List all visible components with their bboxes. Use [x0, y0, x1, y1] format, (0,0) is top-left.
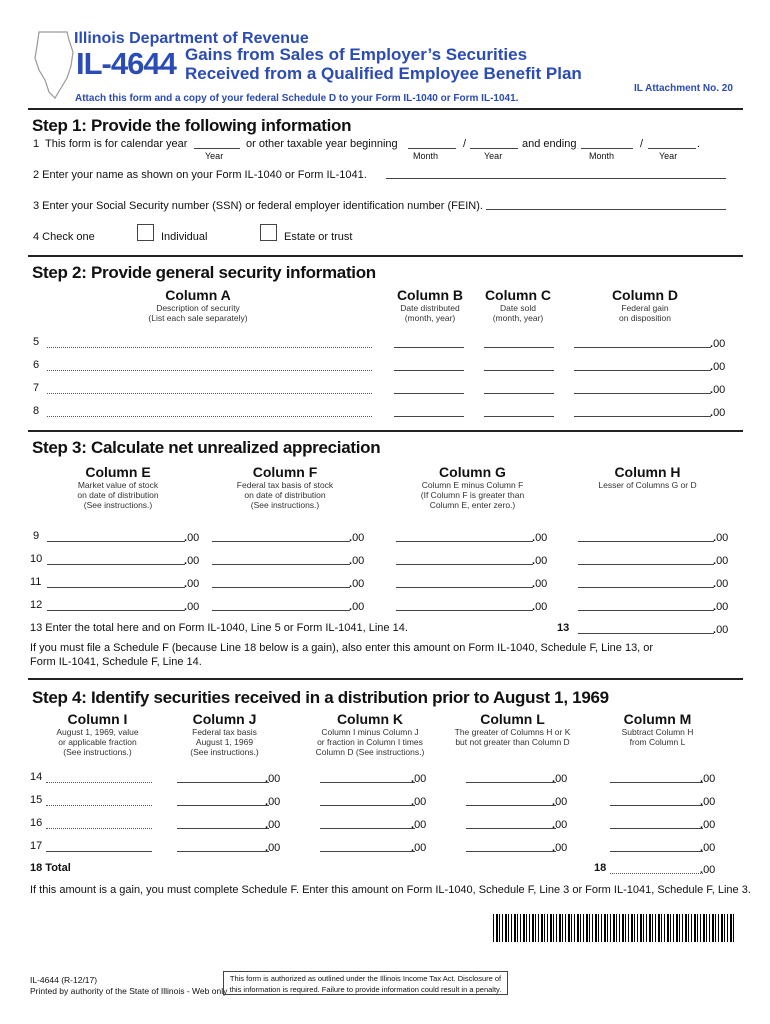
- cents-suffix: .00: [552, 842, 568, 854]
- line1-label: This form is for calendar year: [45, 138, 188, 150]
- column-f-header: [210, 464, 360, 510]
- column-subtitle: (See instructions.): [250, 500, 320, 510]
- column-d-field[interactable]: [574, 416, 711, 417]
- printed-authority: Printed by authority of the State of Illinois - Web only: [30, 986, 228, 996]
- column-a-field[interactable]: [47, 393, 372, 394]
- caption-year: Year: [484, 151, 503, 161]
- attachment-number: IL Attachment No. 20: [634, 83, 733, 94]
- column-subtitle: (List each sale separately): [148, 313, 248, 323]
- cents-suffix: .00: [700, 796, 716, 808]
- column-e-field[interactable]: [47, 564, 185, 565]
- cents-suffix: .00: [184, 578, 200, 590]
- column-subtitle: The greater of Columns H or K: [454, 727, 571, 737]
- column-j-field[interactable]: [177, 851, 269, 852]
- form-revision: IL-4644 (R-12/17): [30, 975, 98, 985]
- column-e-field[interactable]: [47, 587, 185, 588]
- column-k-header: [305, 711, 435, 757]
- column-subtitle: Column E minus Column F: [421, 480, 524, 490]
- column-a-header: [118, 287, 278, 323]
- cents-suffix: .00: [713, 532, 729, 544]
- cents-suffix: .00: [552, 773, 568, 785]
- period: .: [697, 138, 701, 150]
- column-h-field[interactable]: [578, 610, 714, 611]
- column-k-field[interactable]: [320, 805, 415, 806]
- column-title: Column J: [192, 711, 257, 727]
- schedule-f-gain-note: If this amount is a gain, you must complete Schedule F. Enter this amount on Form IL-1040, Schedule F, Line 3 or Form IL-1041, Schedule F, Line 3.: [30, 884, 751, 896]
- line4-label: 4 Check one: [33, 231, 95, 243]
- caption-year: Year: [659, 151, 678, 161]
- cents-suffix: .00: [710, 384, 726, 396]
- cents-suffix: .00: [184, 555, 200, 567]
- row-number: 14: [30, 771, 43, 783]
- column-i-header: [45, 711, 150, 757]
- column-subtitle: from Column L: [629, 737, 686, 747]
- row-number: 15: [30, 794, 43, 806]
- column-g-field[interactable]: [396, 564, 533, 565]
- column-h-header: [580, 464, 715, 490]
- line13-number: 13: [557, 622, 570, 634]
- individual-checkbox[interactable]: [137, 224, 154, 241]
- column-a-field[interactable]: [47, 416, 372, 417]
- caption-month: Month: [589, 151, 615, 161]
- cents-suffix: .00: [411, 773, 427, 785]
- column-subtitle: (See instructions.): [83, 500, 153, 510]
- column-title: Column M: [623, 711, 692, 727]
- cents-suffix: .00: [713, 624, 729, 636]
- column-k-field[interactable]: [320, 828, 415, 829]
- cents-suffix: .00: [710, 361, 726, 373]
- caption-year: Year: [205, 151, 224, 161]
- column-subtitle: Federal tax basis: [192, 727, 257, 737]
- estate-trust-checkbox[interactable]: [260, 224, 277, 241]
- line18-label: 18 Total: [30, 862, 71, 874]
- authority-line: This form is authorized as outlined under the Illinois Income Tax Act. Disclosure of: [229, 974, 502, 983]
- step4-heading: Step 4: Identify securities received in a distribution prior to August 1, 1969: [32, 688, 609, 707]
- column-subtitle: (month, year): [404, 313, 456, 323]
- cents-suffix: .00: [532, 532, 548, 544]
- column-subtitle: (See instructions.): [190, 747, 259, 757]
- cents-suffix: .00: [710, 338, 726, 350]
- column-c-field[interactable]: [484, 416, 554, 417]
- column-f-field[interactable]: [212, 587, 350, 588]
- column-i-field[interactable]: [46, 851, 152, 852]
- column-i-field[interactable]: [46, 782, 152, 783]
- column-c-field[interactable]: [484, 347, 554, 348]
- attach-note: Attach this form and a copy of your federal Schedule D to your Form IL-1040 or Form IL-1041.: [75, 93, 519, 104]
- begin-month-field[interactable]: [408, 148, 456, 149]
- column-subtitle: August 1, 1969, value: [56, 727, 139, 737]
- row-number: 10: [30, 553, 43, 565]
- authority-line: this information is required. Failure to provide information could result in a penalty.: [229, 985, 502, 994]
- column-d-field[interactable]: [574, 393, 711, 394]
- cents-suffix: .00: [265, 773, 281, 785]
- line13-label: 13 Enter the total here and on Form IL-1040, Line 5 or Form IL-1041, Line 14.: [30, 622, 408, 634]
- column-g-field[interactable]: [396, 541, 533, 542]
- column-subtitle: Date distributed: [400, 303, 460, 313]
- step3-heading: Step 3: Calculate net unrealized appreciation: [32, 438, 381, 457]
- column-subtitle: but not greater than Column D: [455, 737, 570, 747]
- name-field[interactable]: [386, 178, 726, 179]
- column-h-field[interactable]: [578, 541, 714, 542]
- ssn-fein-field[interactable]: [486, 209, 726, 210]
- column-d-field[interactable]: [574, 347, 711, 348]
- column-b-header: [390, 287, 470, 323]
- begin-year-field[interactable]: [470, 148, 518, 149]
- column-k-field[interactable]: [320, 851, 415, 852]
- divider: [28, 255, 743, 257]
- cents-suffix: .00: [700, 864, 716, 876]
- column-title: Column I: [67, 711, 128, 727]
- row-number: 17: [30, 840, 43, 852]
- cents-suffix: .00: [184, 532, 200, 544]
- cents-suffix: .00: [532, 578, 548, 590]
- column-h-field[interactable]: [578, 564, 714, 565]
- estate-trust-label: Estate or trust: [284, 231, 353, 243]
- cents-suffix: .00: [411, 842, 427, 854]
- column-l-field[interactable]: [466, 828, 556, 829]
- schedule-f-note: If you must file a Schedule F (because Line 18 below is a gain), also enter this amount on Form IL-1040, Schedule F, Line 13, or: [30, 642, 654, 654]
- column-title: Column G: [439, 464, 506, 480]
- column-j-field[interactable]: [177, 782, 269, 783]
- line18-total-field[interactable]: [610, 873, 703, 874]
- column-subtitle: Federal gain: [621, 303, 669, 313]
- caption-month: Month: [413, 151, 439, 161]
- column-title: Column E: [85, 464, 151, 480]
- column-e-header: [58, 464, 178, 510]
- column-subtitle: on disposition: [619, 313, 671, 323]
- illinois-map-icon: [31, 30, 77, 100]
- cents-suffix: .00: [349, 532, 365, 544]
- column-g-header: [400, 464, 545, 510]
- cents-suffix: .00: [265, 819, 281, 831]
- cents-suffix: .00: [552, 819, 568, 831]
- row-number: 7: [33, 382, 40, 394]
- column-m-field[interactable]: [610, 828, 703, 829]
- column-subtitle: August 1, 1969: [195, 737, 254, 747]
- authority-notice: [223, 971, 508, 995]
- column-title: Column F: [252, 464, 318, 480]
- cents-suffix: .00: [700, 773, 716, 785]
- column-c-field[interactable]: [484, 370, 554, 371]
- column-title: Column K: [336, 711, 404, 727]
- column-b-field[interactable]: [394, 347, 464, 348]
- form-title-line2: Received from a Qualified Employee Benefit Plan: [185, 64, 582, 83]
- column-f-field[interactable]: [212, 564, 350, 565]
- form-number: IL-4644: [76, 46, 176, 81]
- column-c-header: [478, 287, 558, 323]
- row-number: 5: [33, 336, 40, 348]
- column-b-field[interactable]: [394, 370, 464, 371]
- column-subtitle: Market value of stock: [77, 480, 159, 490]
- cents-suffix: .00: [411, 819, 427, 831]
- cents-suffix: .00: [710, 407, 726, 419]
- column-a-field[interactable]: [47, 347, 372, 348]
- line13-total-field[interactable]: [578, 633, 714, 634]
- column-subtitle: on date of distribution: [244, 490, 326, 500]
- row-number: 6: [33, 359, 40, 371]
- column-subtitle: Description of security: [156, 303, 240, 313]
- column-a-field[interactable]: [47, 370, 372, 371]
- schedule-f-note: Form IL-1041, Schedule F, Line 14.: [30, 656, 202, 668]
- line18-number: 18: [594, 862, 607, 874]
- line1-taxable-label: or other taxable year beginning: [246, 138, 398, 150]
- divider: [28, 430, 743, 432]
- column-subtitle: Date sold: [500, 303, 536, 313]
- barcode: [493, 914, 735, 942]
- line1-number: 1: [33, 138, 40, 150]
- row-number: 8: [33, 405, 40, 417]
- divider: [28, 108, 743, 110]
- column-d-field[interactable]: [574, 370, 711, 371]
- slash: /: [640, 138, 644, 150]
- cents-suffix: .00: [713, 601, 729, 613]
- form-title-line1: Gains from Sales of Employer’s Securities: [185, 45, 528, 64]
- column-m-field[interactable]: [610, 805, 703, 806]
- column-m-header: [600, 711, 715, 747]
- cents-suffix: .00: [349, 555, 365, 567]
- column-subtitle: or fraction in Column I times: [317, 737, 423, 747]
- cents-suffix: .00: [411, 796, 427, 808]
- column-subtitle: Column E, enter zero.): [429, 500, 516, 510]
- column-l-field[interactable]: [466, 851, 556, 852]
- column-i-field[interactable]: [46, 805, 152, 806]
- column-title: Column D: [611, 287, 679, 303]
- cents-suffix: .00: [265, 796, 281, 808]
- step1-heading: Step 1: Provide the following information: [32, 116, 352, 135]
- column-title: Column H: [614, 464, 681, 480]
- end-month-field[interactable]: [581, 148, 633, 149]
- line2-label: 2 Enter your name as shown on your Form IL-1040 or Form IL-1041.: [33, 169, 367, 181]
- column-k-field[interactable]: [320, 782, 415, 783]
- column-subtitle: on date of distribution: [77, 490, 159, 500]
- column-subtitle: Lesser of Columns G or D: [598, 480, 697, 490]
- column-l-field[interactable]: [466, 782, 556, 783]
- column-g-field[interactable]: [396, 610, 533, 611]
- column-f-field[interactable]: [212, 610, 350, 611]
- end-year-field[interactable]: [648, 148, 696, 149]
- department-name: Illinois Department of Revenue: [74, 30, 309, 47]
- column-j-field[interactable]: [177, 828, 269, 829]
- column-b-field[interactable]: [394, 416, 464, 417]
- column-m-field[interactable]: [610, 851, 703, 852]
- cents-suffix: .00: [713, 555, 729, 567]
- individual-label: Individual: [161, 231, 208, 243]
- column-subtitle: Column D (See instructions.): [315, 747, 425, 757]
- column-b-field[interactable]: [394, 393, 464, 394]
- cents-suffix: .00: [552, 796, 568, 808]
- column-l-field[interactable]: [466, 805, 556, 806]
- column-i-field[interactable]: [46, 828, 152, 829]
- column-e-field[interactable]: [47, 541, 185, 542]
- column-c-field[interactable]: [484, 393, 554, 394]
- column-subtitle: (See instructions.): [63, 747, 132, 757]
- column-subtitle: or applicable fraction: [58, 737, 137, 747]
- step2-heading: Step 2: Provide general security information: [32, 263, 376, 282]
- cents-suffix: .00: [265, 842, 281, 854]
- column-title: Column L: [480, 711, 545, 727]
- cents-suffix: .00: [713, 578, 729, 590]
- slash: /: [463, 138, 467, 150]
- cents-suffix: .00: [532, 601, 548, 613]
- column-l-header: [445, 711, 580, 747]
- column-h-field[interactable]: [578, 587, 714, 588]
- cents-suffix: .00: [532, 555, 548, 567]
- column-subtitle: Subtract Column H: [621, 727, 694, 737]
- column-subtitle: Column I minus Column J: [321, 727, 419, 737]
- cents-suffix: .00: [349, 578, 365, 590]
- cents-suffix: .00: [184, 601, 200, 613]
- row-number: 11: [30, 576, 42, 588]
- divider: [28, 678, 743, 680]
- row-number: 12: [30, 599, 43, 611]
- column-subtitle: (If Column F is greater than: [420, 490, 525, 500]
- column-f-field[interactable]: [212, 541, 350, 542]
- cents-suffix: .00: [700, 842, 716, 854]
- column-title: Column C: [484, 287, 552, 303]
- column-title: Column A: [165, 287, 231, 303]
- cents-suffix: .00: [349, 601, 365, 613]
- cents-suffix: .00: [700, 819, 716, 831]
- column-title: Column B: [396, 287, 464, 303]
- row-number: 9: [33, 530, 40, 542]
- column-g-field[interactable]: [396, 587, 533, 588]
- ending-label: and ending: [522, 138, 577, 150]
- column-subtitle: (month, year): [492, 313, 544, 323]
- column-d-header: [585, 287, 705, 323]
- calendar-year-field[interactable]: [194, 148, 240, 149]
- line3-label: 3 Enter your Social Security number (SSN) or federal employer identification number (FEIN).: [33, 200, 483, 212]
- row-number: 16: [30, 817, 43, 829]
- column-subtitle: Federal tax basis of stock: [236, 480, 334, 490]
- column-e-field[interactable]: [47, 610, 185, 611]
- column-m-field[interactable]: [610, 782, 703, 783]
- column-j-header: [172, 711, 277, 757]
- column-j-field[interactable]: [177, 805, 269, 806]
